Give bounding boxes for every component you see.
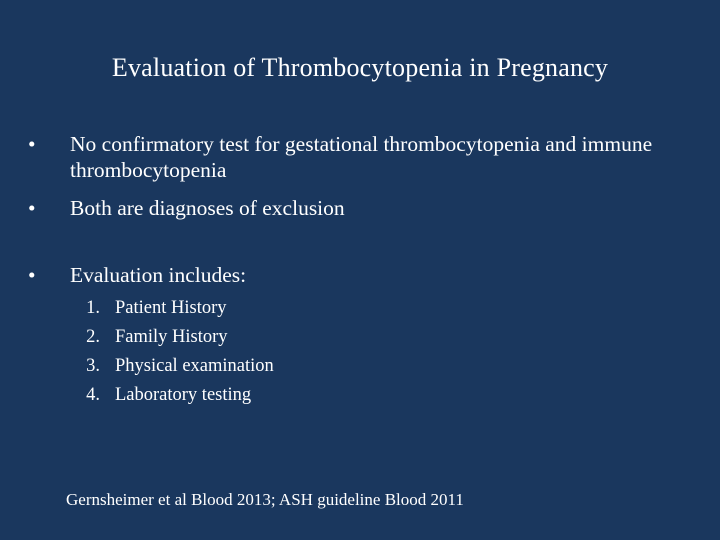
item-text: Patient History bbox=[115, 298, 227, 318]
bullet-icon: • bbox=[28, 263, 36, 287]
item-text: Physical examination bbox=[115, 356, 274, 376]
bullet-icon: • bbox=[28, 196, 36, 220]
item-number: 3. bbox=[86, 356, 100, 376]
bullet-text: No confirmatory test for gestational thrombocytopenia and immune thrombocytopenia bbox=[70, 132, 653, 182]
item-number: 2. bbox=[86, 327, 100, 347]
citation: Gernsheimer et al Blood 2013; ASH guideline Blood 2011 bbox=[66, 490, 464, 509]
bullet-text: Both are diagnoses of exclusion bbox=[70, 196, 345, 220]
item-number: 4. bbox=[86, 385, 100, 405]
item-text: Laboratory testing bbox=[115, 385, 252, 405]
bullet-text: Evaluation includes: bbox=[70, 263, 247, 287]
item-text: Family History bbox=[115, 327, 228, 347]
slide-title: Evaluation of Thrombocytopenia in Pregnancy bbox=[111, 53, 609, 82]
bullet-icon: • bbox=[28, 132, 36, 156]
item-number: 1. bbox=[86, 298, 100, 318]
